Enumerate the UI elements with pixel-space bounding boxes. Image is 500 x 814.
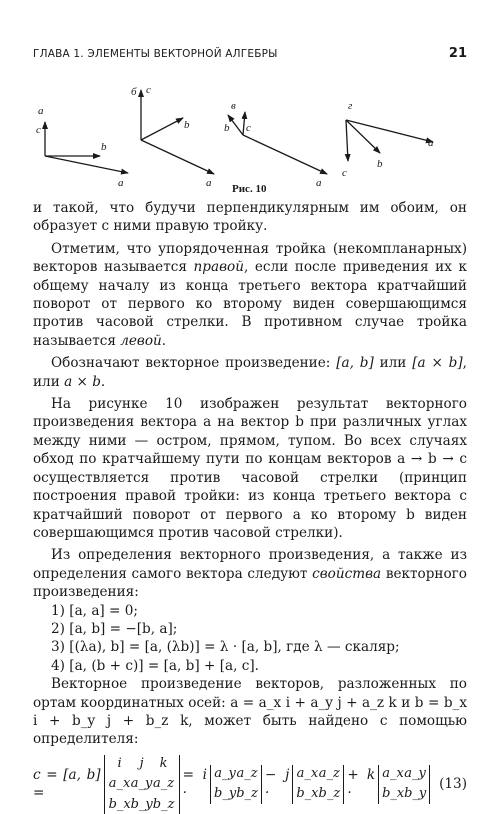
panel-b-vector-a bbox=[141, 140, 214, 174]
page-number: 21 bbox=[448, 46, 467, 61]
figure-caption: Рис. 10 bbox=[232, 183, 267, 195]
panel-g-a-label: a bbox=[428, 137, 434, 149]
panel-a-c-label: c bbox=[36, 124, 41, 136]
minor-i: a_y a_z b_y b_z bbox=[210, 765, 262, 804]
panel-v-vector-b bbox=[228, 115, 243, 135]
panel-v-vector-c bbox=[243, 112, 245, 135]
page-body bbox=[33, 199, 467, 814]
minor-j: a_x a_z b_x b_z bbox=[292, 765, 344, 804]
term-right: правой bbox=[193, 259, 244, 276]
panel-g-c-label: c bbox=[342, 167, 347, 179]
panel-v-vector-a bbox=[243, 135, 327, 174]
paragraph-3: Обозначают векторное произведение: [a, b] или [a × b], или a × b. bbox=[33, 355, 467, 390]
chapter-title: ГЛАВА 1. ЭЛЕМЕНТЫ ВЕКТОРНОЙ АЛГЕБРЫ bbox=[33, 48, 278, 60]
paragraph-4: На рисунке 10 изображен результат векторного произведения вектора a на вектор b при различных углах между ними — остром, прямом, тупом. Во всех случаях обход по кратчайшему пути по концам векторов a → b → c осуществляется против часовой стрелки (принцип построения правой тройки: из конца третьего вектора c кратчайший поворот от первого a ко второму b виден совершающимся против часовой стрелки). bbox=[33, 396, 467, 541]
paragraph-1: и такой, что будучи перпендикулярным им обоим, он образует с ними правую тройку. bbox=[33, 200, 467, 235]
property-2: 2) [a, b] = −[b, a]; bbox=[51, 620, 178, 637]
paragraph-5: Из определения векторного произведения, а также из определения самого вектора следуют свойства векторного произведения: bbox=[33, 547, 467, 601]
panel-b-c-label: c bbox=[146, 84, 151, 96]
panel-b-vector-b bbox=[141, 118, 183, 140]
panel-b-label: б bbox=[131, 86, 137, 98]
property-3: 3) [(λa), b] = [a, (λb)] = λ · [a, b], где λ — скаляр; bbox=[51, 639, 400, 656]
panel-a-b-label: b bbox=[101, 141, 107, 153]
running-header bbox=[33, 46, 467, 61]
panel-g-b-label: b bbox=[377, 158, 383, 170]
panel-g-label: г bbox=[348, 100, 353, 112]
panel-v-c-label: c bbox=[246, 122, 251, 134]
term-properties: свойства bbox=[312, 565, 382, 582]
formula-13: c = [a, b] = i j k a_x a_y a_z b_x b_y b_z = i · a_y a_z b_y b_z − j · a_x a_z b_x b_z + k · a_x a_y b_x b_y (13) bbox=[33, 755, 467, 814]
panel-v-b-label: b bbox=[224, 122, 230, 134]
property-4: 4) [a, (b + c)] = [a, b] + [a, c]. bbox=[51, 657, 259, 674]
panel-v-a-label: a bbox=[316, 177, 322, 189]
term-left: левой bbox=[120, 332, 162, 349]
panel-g-vector-c bbox=[346, 120, 348, 161]
paragraph-2: Отметим, что упорядоченная тройка (некомпланарных) векторов называется правой, если после приведения их к общему началу из конца третьего вектора кратчайший поворот от первого ко второму виден совершающимся против часовой стрелки. В противном случае тройка называется левой. bbox=[33, 240, 467, 349]
figure-10 bbox=[0, 70, 500, 198]
panel-a-a-label: a bbox=[118, 177, 124, 189]
panel-g-vector-a bbox=[346, 120, 433, 142]
panel-a-label: а bbox=[38, 105, 44, 117]
panel-v-label: в bbox=[231, 100, 236, 112]
minor-k: a_x a_y b_x b_y bbox=[378, 765, 430, 804]
property-1: 1) [a, a] = 0; bbox=[51, 602, 138, 619]
equation-number: (13) bbox=[439, 776, 467, 793]
panel-a-vector-a bbox=[45, 156, 128, 173]
determinant-3x3: i j k a_x a_y a_z b_x b_y b_z bbox=[104, 755, 180, 814]
panel-b-a-label: a bbox=[206, 177, 212, 189]
panel-b-b-label: b bbox=[184, 119, 190, 131]
paragraph-6: Векторное произведение векторов, разложенных по ортам координатных осей: a = a_x i + a_y j + a_z k и b = b_x i + b_y j + b_z k, может быть найдено с помощью определителя: bbox=[33, 676, 467, 748]
formula-lhs: c = [a, b] = bbox=[33, 766, 101, 802]
